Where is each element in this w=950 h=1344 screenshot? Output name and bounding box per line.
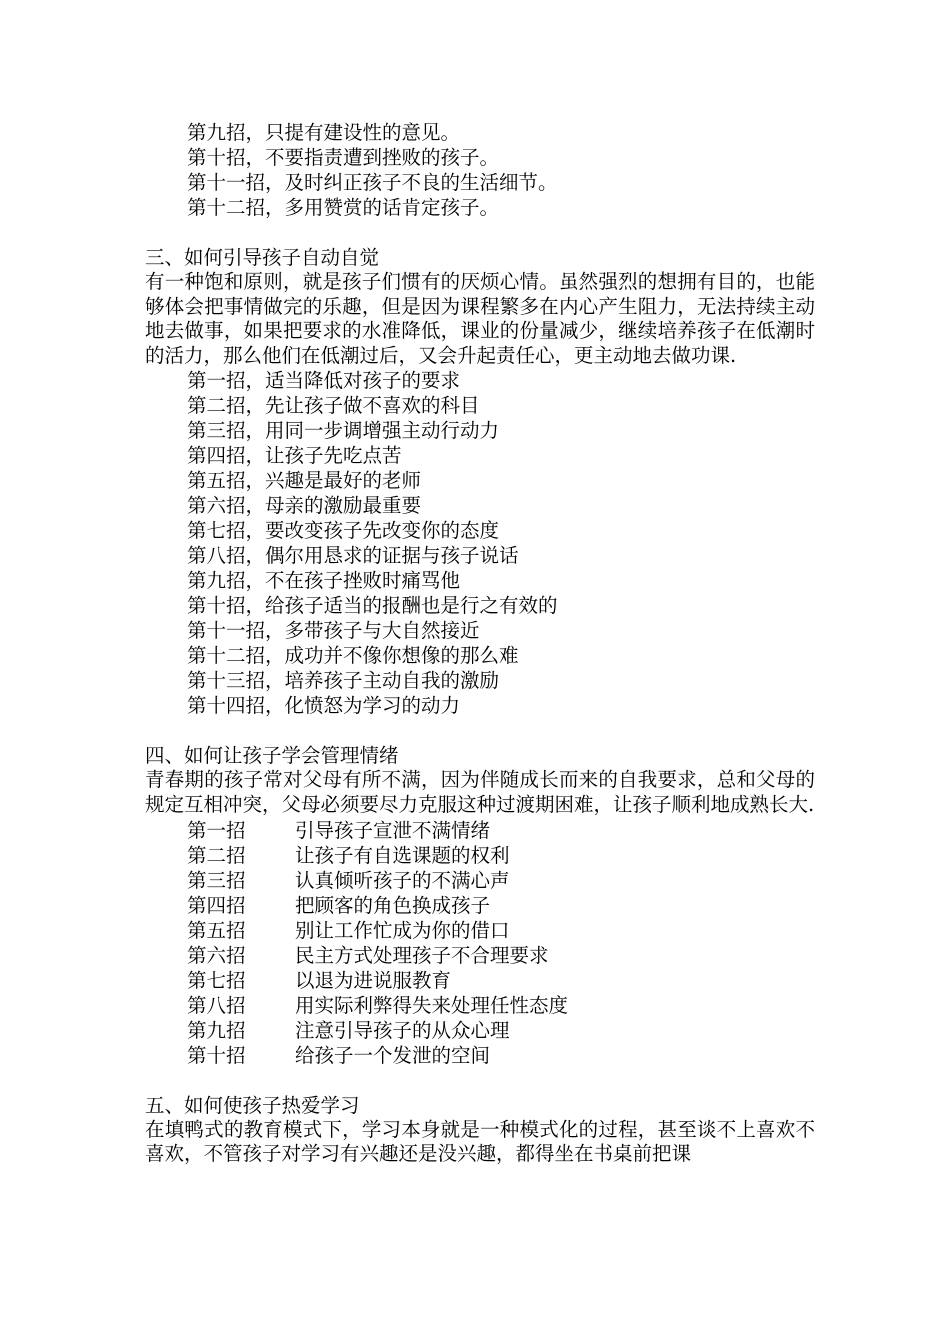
list-item: 第九招，不在孩子挫败时痛骂他: [187, 569, 461, 593]
section-heading: 四、如何让孩子学会管理情绪: [145, 744, 399, 768]
item-text: 认真倾听孩子的不满心声: [295, 868, 510, 892]
list-item: 第十二招，成功并不像你想像的那么难: [187, 644, 519, 668]
list-item: 第九招，只提有建设性的意见。: [187, 121, 461, 144]
item-text: 用实际利弊得失来处理任性态度: [295, 993, 569, 1017]
item-number: 第九招: [187, 1018, 246, 1042]
item-number: 第三招: [187, 868, 246, 892]
list-item: [145, 1018, 815, 1043]
list-item: 第十一招，及时纠正孩子不良的生活细节。: [187, 171, 558, 194]
item-number: 第十招: [187, 1043, 246, 1067]
list-item: 第六招，母亲的激励最重要: [187, 494, 422, 518]
item-text: 给孩子一个发泄的空间: [295, 1043, 491, 1067]
list-item: 第四招，让孩子先吃点苦: [187, 444, 402, 468]
item-text: 别让工作忙成为你的借口: [295, 918, 510, 942]
item-text: 以退为进说服教育: [295, 968, 452, 992]
item-text: 让孩子有自选课题的权利: [295, 843, 510, 867]
list-item: 第十三招，培养孩子主动自我的激励: [187, 669, 500, 693]
item-number: 第一招: [187, 818, 246, 842]
item-text: 民主方式处理孩子不合理要求: [295, 943, 549, 967]
section-paragraph: 青春期的孩子常对父母有所不满，因为伴随成长而来的自我要求，总和父母的规定互相冲突，父母必须要尽力克服这种过渡期困难，让孩子顺利地成熟长大.: [145, 768, 815, 816]
spacer: [145, 718, 815, 743]
list-item: 第二招，先让孩子做不喜欢的科目: [187, 394, 480, 418]
list-item: [145, 943, 815, 968]
section-paragraph: 在填鸭式的教育模式下，学习本身就是一种模式化的过程，甚至谈不上喜欢不喜欢，不管孩子对学习有兴趣还是没兴趣，都得坐在书桌前把课: [145, 1117, 815, 1166]
list-item: 第一招，适当降低对孩子的要求: [187, 369, 461, 393]
spacer: [145, 220, 815, 245]
item-number: 第五招: [187, 918, 246, 942]
list-item: [145, 843, 815, 868]
section-list: [145, 818, 815, 1068]
section-heading: 三、如何引导孩子自动自觉: [145, 246, 380, 269]
list-item: [145, 818, 815, 843]
section-list: [145, 368, 815, 718]
item-number: 第二招: [187, 843, 246, 867]
item-text: 注意引导孩子的从众心理: [295, 1018, 510, 1042]
list-item: [145, 918, 815, 943]
list-item: 第十招，不要指责遭到挫败的孩子。: [187, 146, 500, 169]
spacer: [145, 1068, 815, 1093]
item-text: 引导孩子宣泄不满情绪: [295, 818, 491, 842]
item-number: 第八招: [187, 993, 246, 1017]
item-number: 第六招: [187, 943, 246, 967]
list-item: 第七招，要改变孩子先改变你的态度: [187, 519, 500, 543]
item-number: 第七招: [187, 968, 246, 992]
list-item: [145, 1043, 815, 1068]
list-item: 第十四招，化愤怒为学习的动力: [187, 694, 461, 718]
list-item: [145, 868, 815, 893]
item-number: 第四招: [187, 893, 246, 917]
section-3: [145, 245, 815, 718]
section-paragraph: 有一种饱和原则，就是孩子们惯有的厌烦心情。虽然强烈的想拥有目的，也能够体会把事情做完的乐趣，但是因为课程繁多在内心产生阻力，无法持续主动地去做事，如果把要求的水准降低，课业的份量减少，继续培养孩子在低潮时的活力，那么他们在低潮过后，又会升起责任心，更主动地去做功课.: [145, 270, 815, 367]
section-5: [145, 1093, 815, 1167]
list-item: [145, 893, 815, 918]
list-item: 第八招，偶尔用恳求的证据与孩子说话: [187, 544, 519, 568]
document-page: [145, 120, 815, 1167]
list-item: [145, 993, 815, 1018]
item-text: 把顾客的角色换成孩子: [295, 893, 491, 917]
list-item: 第十二招，多用赞赏的话肯定孩子。: [187, 196, 500, 219]
list-item: 第十招，给孩子适当的报酬也是行之有效的: [187, 594, 558, 618]
section-4: [145, 743, 815, 1067]
top-list: [145, 120, 815, 220]
list-item: 第三招，用同一步调增强主动行动力: [187, 419, 500, 443]
list-item: [145, 968, 815, 993]
section-heading: 五、如何使孩子热爱学习: [145, 1093, 360, 1117]
list-item: 第五招，兴趣是最好的老师: [187, 469, 422, 493]
list-item: 第十一招，多带孩子与大自然接近: [187, 619, 480, 643]
